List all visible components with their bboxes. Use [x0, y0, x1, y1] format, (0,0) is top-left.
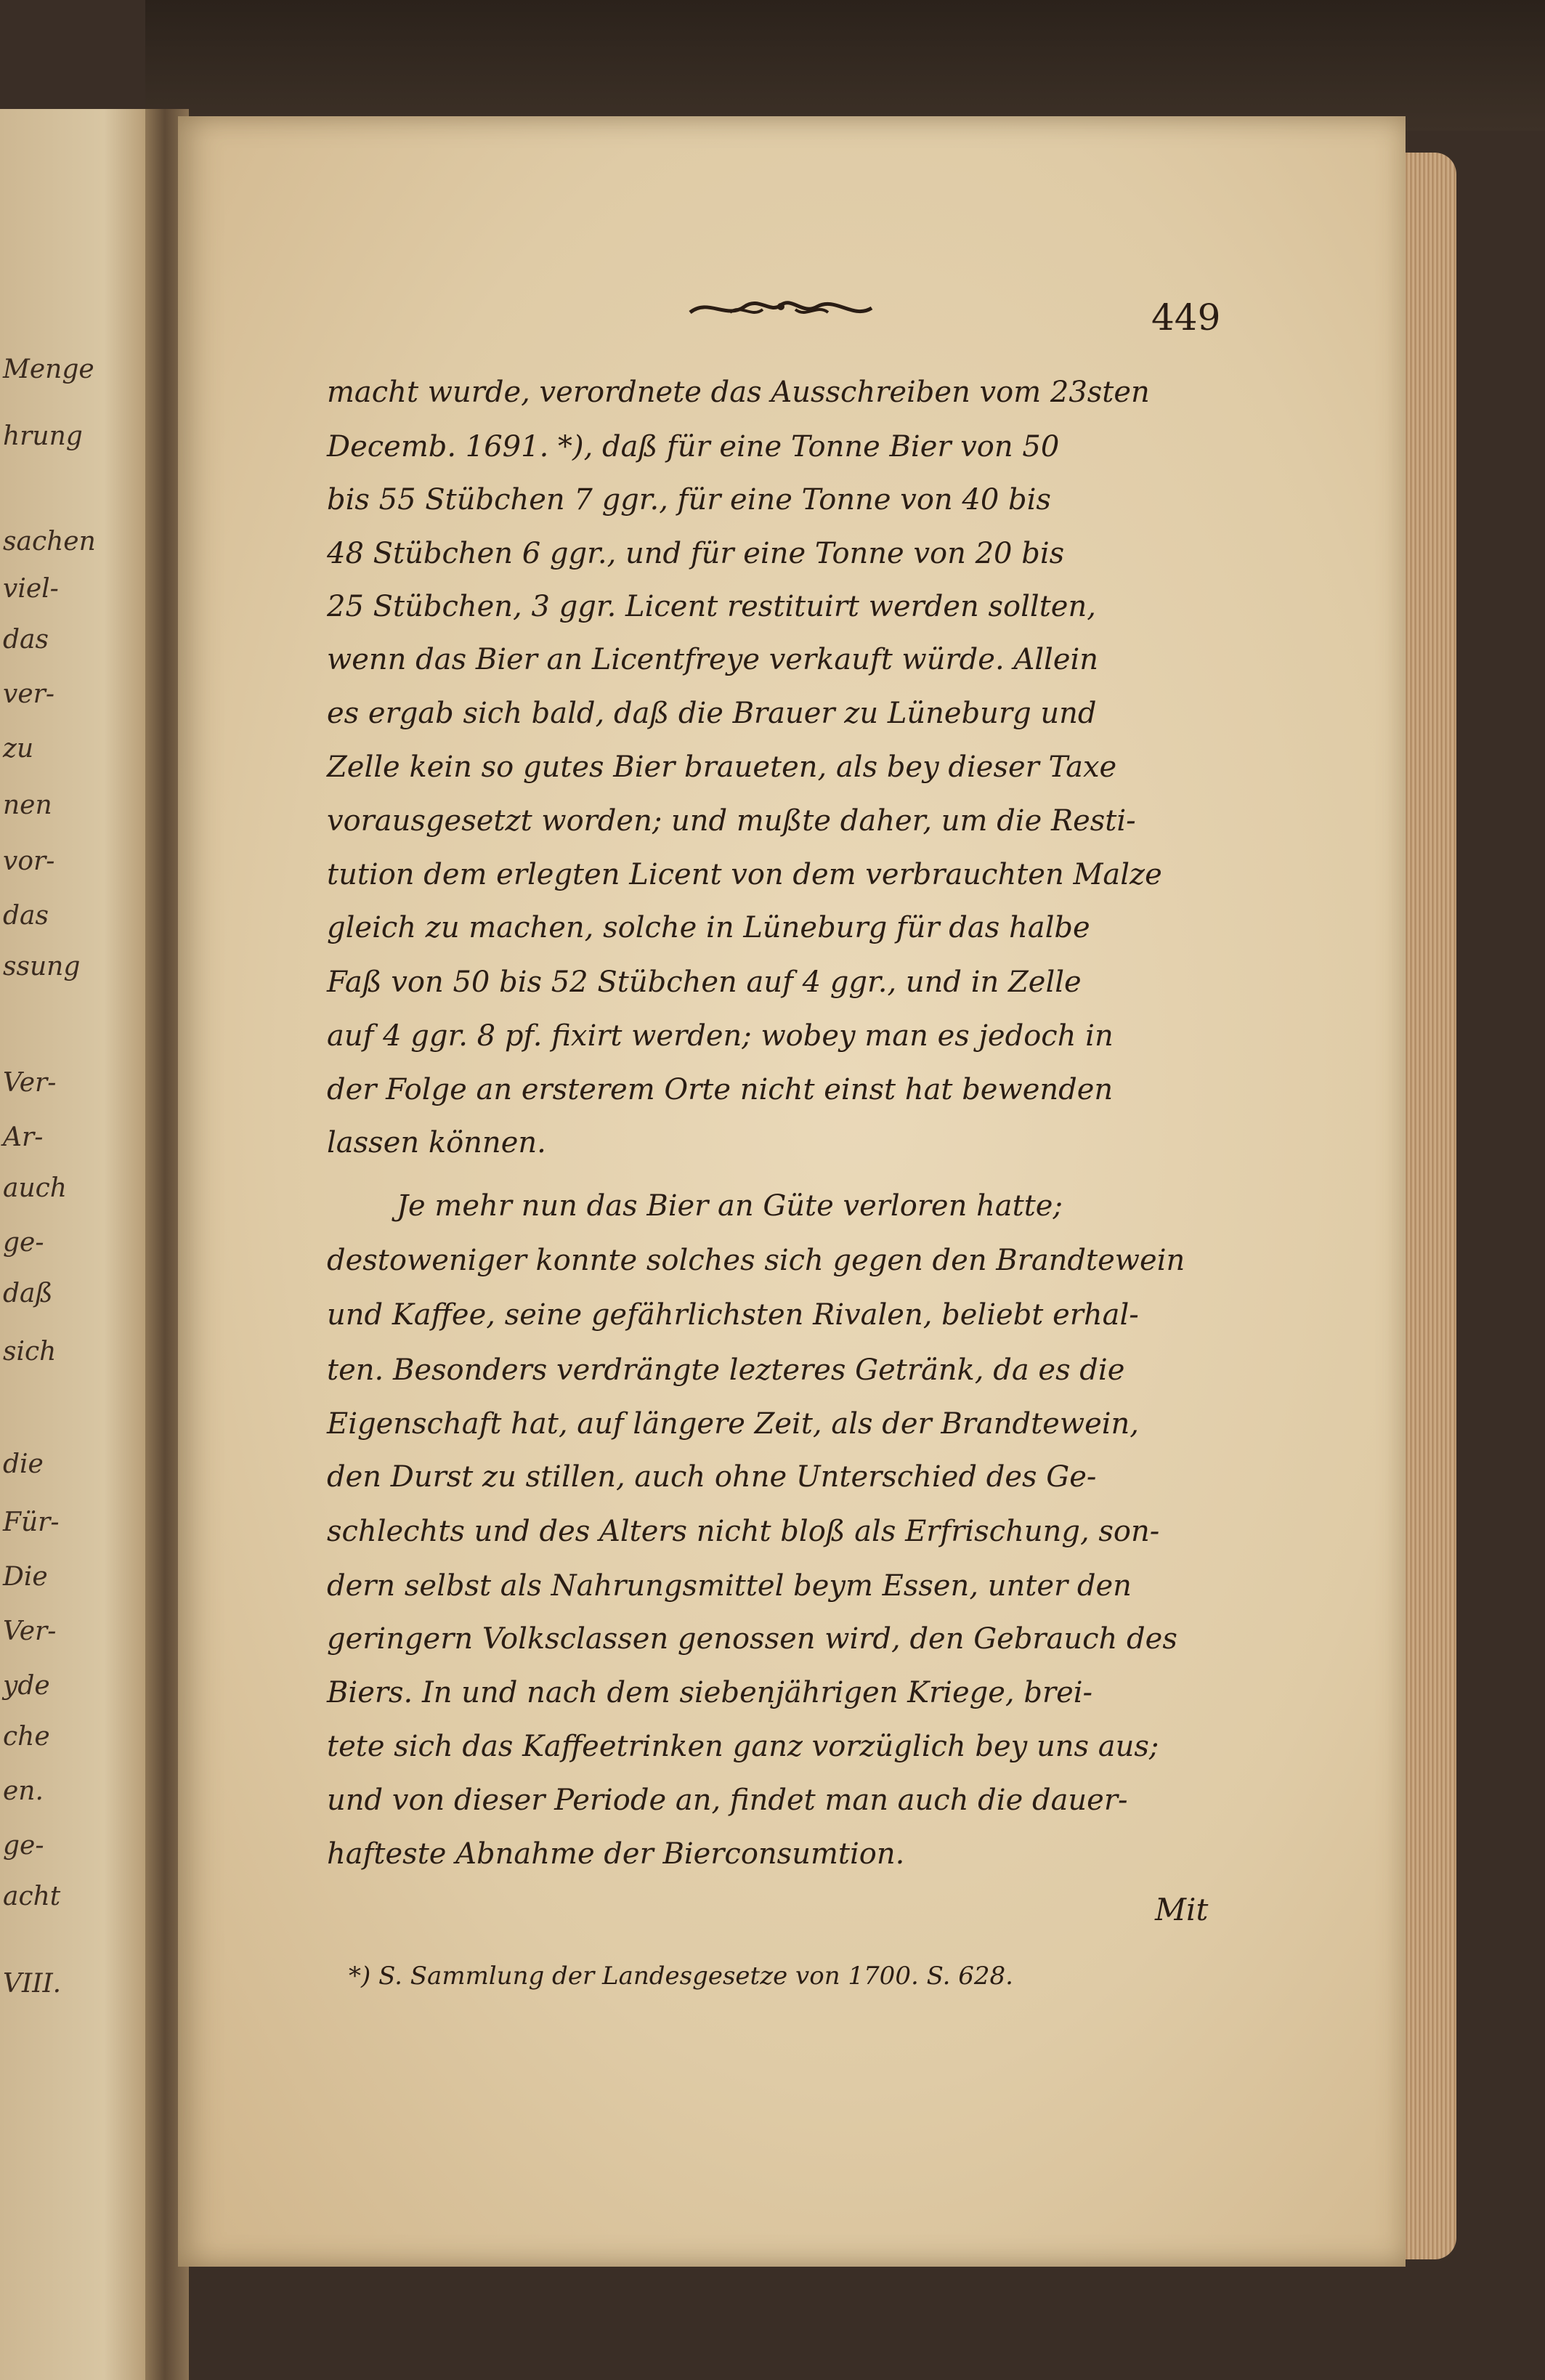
text-line: tution dem erlegten Licent von dem verbrauchten Malze: [327, 858, 1162, 891]
left-page-fragment: ssung: [3, 952, 81, 981]
text-line: Faß von 50 bis 52 Stübchen auf 4 ggr., und in Zelle: [327, 966, 1082, 999]
left-page-fragment: daß: [3, 1279, 53, 1308]
text-line: destoweniger konnte solches sich gegen den Brandtewein: [327, 1244, 1185, 1277]
text-line: Eigenschaft hat, auf längere Zeit, als der Brandtewein,: [327, 1407, 1140, 1441]
text-line: bis 55 Stübchen 7 ggr., für eine Tonne von 40 bis: [327, 483, 1051, 517]
left-page-fragment: Für-: [3, 1507, 60, 1537]
text-line: 25 Stübchen, 3 ggr. Licent restituirt werden sollten,: [327, 590, 1096, 623]
text-line: schlechts und des Alters nicht bloß als Erfrischung, son-: [327, 1515, 1160, 1548]
left-page-fragment: VIII.: [3, 1969, 62, 1999]
text-line: Biers. In und nach dem siebenjährigen Kriege, brei-: [327, 1676, 1093, 1709]
left-page-fragment: ge-: [3, 1228, 44, 1258]
text-line: Decemb. 1691. *), daß für eine Tonne Bier von 50: [327, 430, 1060, 464]
book-binding: [145, 0, 1545, 131]
text-line: der Folge an ersterem Orte nicht einst hat bewenden: [327, 1073, 1114, 1106]
text-line: Je mehr nun das Bier an Güte verloren hatte;: [397, 1189, 1063, 1223]
left-page-fragment: hrung: [3, 421, 83, 451]
text-line: geringern Volksclassen genossen wird, den Gebrauch des: [327, 1622, 1177, 1656]
catchword: Mit: [1155, 1892, 1209, 1927]
left-page-fragment: acht: [3, 1882, 61, 1911]
left-page-fragment: Die: [3, 1562, 48, 1592]
text-line: lassen können.: [327, 1126, 546, 1159]
left-page-fragment: che: [3, 1722, 50, 1752]
header-ornament: [686, 291, 875, 327]
text-line: es ergab sich bald, daß die Brauer zu Lüneburg und: [327, 697, 1097, 730]
footnote: *) S. Sammlung der Landesgesetze von 1700. S. 628.: [349, 1962, 1013, 1991]
left-page-fragment: Ver-: [3, 1616, 57, 1646]
left-page-fragment: das: [3, 901, 49, 931]
left-page-fragment: viel-: [3, 574, 59, 604]
left-page-fragment: Ar-: [3, 1122, 44, 1152]
text-line: auf 4 ggr. 8 pf. fixirt werden; wobey man es jedoch in: [327, 1019, 1114, 1053]
text-line: Zelle kein so gutes Bier braueten, als bey dieser Taxe: [327, 750, 1117, 784]
text-line: macht wurde, verordnete das Ausschreiben vom 23sten: [327, 376, 1150, 409]
text-line: und Kaffee, seine gefährlichsten Rivalen, beliebt erhal-: [327, 1298, 1139, 1332]
text-line: ten. Besonders verdrängte lezteres Getränk, da es die: [327, 1353, 1125, 1387]
page-number: 449: [1151, 296, 1221, 339]
text-line: hafteste Abnahme der Bierconsumtion.: [327, 1837, 905, 1871]
left-page-fragment: das: [3, 625, 49, 655]
left-page-fragment: sachen: [3, 527, 96, 556]
text-line: vorausgesetzt worden; und mußte daher, um die Resti-: [327, 804, 1136, 838]
left-page-fragment: vor-: [3, 846, 55, 876]
text-line: den Durst zu stillen, auch ohne Unterschied des Ge-: [327, 1460, 1097, 1494]
left-page-fragment: zu: [3, 734, 34, 764]
left-page-fragment: auch: [3, 1173, 67, 1203]
left-page-fragment: Menge: [3, 355, 94, 384]
text-line: 48 Stübchen 6 ggr., und für eine Tonne von 20 bis: [327, 537, 1065, 570]
left-page-fragment: sich: [3, 1337, 57, 1367]
left-page-fragment: ver-: [3, 679, 55, 709]
left-page-fragment: Ver-: [3, 1068, 57, 1098]
text-line: tete sich das Kaffeetrinken ganz vorzüglich bey uns aus;: [327, 1730, 1159, 1763]
text-line: dern selbst als Nahrungsmittel beym Essen, unter den: [327, 1569, 1132, 1603]
left-page-fragment: nen: [3, 790, 52, 820]
left-page-fragment: en.: [3, 1776, 44, 1806]
text-line: wenn das Bier an Licentfreye verkauft würde. Allein: [327, 643, 1099, 676]
text-line: gleich zu machen, solche in Lüneburg für das halbe: [327, 911, 1090, 944]
text-line: und von dieser Periode an, findet man auch die dauer-: [327, 1784, 1128, 1817]
left-page-fragment: yde: [3, 1671, 50, 1701]
left-page-fragment: die: [3, 1449, 44, 1479]
left-page-fragment: ge-: [3, 1831, 44, 1861]
